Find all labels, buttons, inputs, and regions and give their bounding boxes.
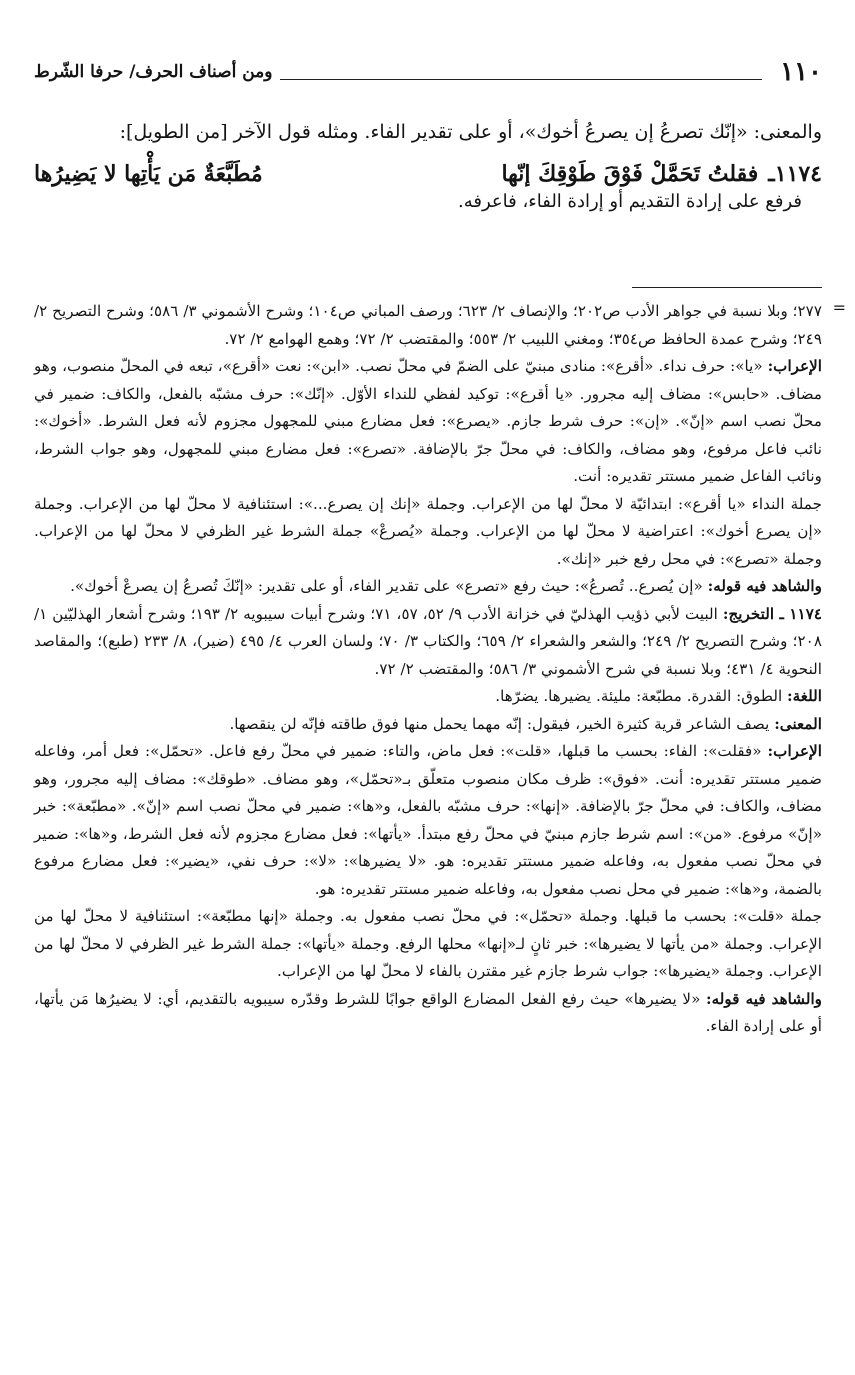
verse-line (34, 160, 822, 188)
verse-first-hemistich: فقلتُ تَحَمَّلْ فَوْقَ طَوْقِكَ إنّها (501, 161, 759, 187)
after-verse-paragraph: فرفع على إرادة التقديم أو إرادة الفاء، فاعرفه. (458, 191, 802, 212)
footnote-sources: ٢٧٧؛ وبلا نسبة في جواهر الأدب ص٢٠٢؛ والإنصاف ٢/ ٦٢٣؛ ورصف المباني ص١٠٤؛ وشرح الأشموني ٣/ ٥٨٦؛ وشرح التصريح ٢/ ٢٤٩؛ وشرح عمدة الحافظ ص٣٥٤؛ ومغني اللبيب ٢/ ٥٥٣؛ والمقتضب ٢/ ٧٢؛ وهمع الهوامع ٢/ ٧٢. (34, 302, 822, 348)
mana-text: يصف الشاعر قرية كثيرة الخير، فيقول: إنّه مهما يحمل منها فوق طاقته فإنّه لن ينقصها. (229, 714, 770, 733)
shahid-label: والشاهد فيه قوله: (707, 577, 822, 595)
running-title: ومن أصناف الحرف/ حرفا الشّرط (34, 62, 273, 82)
footnote-jumal: جملة النداء «يا أقرع»: ابتدائيّة لا محلّ لها من الإعراب. وجملة «إنك إن يصرع...»: استئنافية لا محلّ لها من الإعراب. وجملة «إن يصرع أخوك»: اعتراضية لا محلّ لها من الإعراب. وجملة «يُصرعْ» جملة الشرط غير الظرفي لا محلّ لها من الإعراب. وجملة «تصرع»: في محل رفع خبر «إنك». (34, 494, 822, 568)
header-rule (280, 65, 762, 80)
footnote-takhrij (34, 601, 822, 684)
takhrij-label: ١١٧٤ ـ التخريج: (722, 604, 823, 623)
shahid2-label: والشاهد فيه قوله: (706, 989, 823, 1008)
footnote-shahid (34, 573, 822, 601)
page-number: ١١٠ (780, 57, 822, 87)
main-text (34, 118, 822, 216)
takhrij-text: البيت لأبي ذؤيب الهذليّ في خزانة الأدب ٩/ ٥٢، ٥٧، ٧١؛ وشرح أبيات سيبويه ٢/ ١٩٣؛ وشرح أشعار الهذليّين ١/ ٢٠٨؛ وشرح التصريح ٢/ ٢٤٩؛ والشعر والشعراء ٢/ ٦٥٩؛ والكتاب ٣/ ٧٠؛ ولسان العرب ٤/ ٤٩٥ (ضير)، ٨/ ٢٣٣ (طبع)؛ والمقاصد النحوية ٤/ ٤٣١؛ وبلا نسبة في شرح الأشموني ٣/ ٥٨٦؛ والمقتضب ٢/ ٧٢. (34, 604, 822, 678)
irab-text: «يا»: حرف نداء. «أقرع»: منادى مبنيّ على الضمّ في محلّ نصب. «ابن»: نعت «أقرع»، تبعه في المحلّ منصوب، وهو مضاف. «حابس»: مضاف إليه مجرور. «يا أقرع»: توكيد لفظي للنداء الأوّل. «إنّك»: حرف مشبّه بالفعل، والكاف: ضمير في محلّ نصب اسم «إنّ». «إن»: حرف شرط جازم. «يصرع»: فعل مضارع مبني للمجهول مجزوم لأنه فعل الشرط. «أخوك»: نائب فاعل مرفوع، وهو مضاف، والكاف: في محلّ جرّ بالإضافة. «تصرع»: فعل مضارع مبني للمجهول، وهو جواب الشرط، ونائب الفاعل ضمير مستتر تقديره: أنت. (34, 357, 822, 485)
verse-second-hemistich: مُطَبَّعَةٌ مَن يَأْتِها لا يَضِيرُها (34, 161, 263, 187)
lugha-label: اللغة: (787, 687, 822, 705)
page-header (34, 54, 822, 90)
footnote-mana (34, 711, 822, 739)
lugha-text: الطوق: القدرة. مطبّعة: مليئة. يضيرها. يضرّها. (495, 687, 783, 705)
verse-number: ١١٧٤ـ (768, 161, 822, 187)
irab2-label: الإعراب: (767, 742, 822, 760)
mana-label: المعنى: (774, 714, 822, 733)
footnote-shahid-2 (34, 986, 822, 1041)
footnote-separator (632, 287, 822, 288)
irab-label: الإعراب: (767, 357, 823, 375)
footnote-irab-2 (34, 738, 822, 903)
footnote-lugha (34, 683, 822, 711)
footnote-continuation-mark: = (832, 298, 846, 317)
irab2-text: «فقلت»: الفاء: بحسب ما قبلها، «قلت»: فعل ماض، والتاء: ضمير في محلّ رفع فاعل. «تحمّل»: فعل أمر، وفاعله ضمير مستتر تقديره: أنت. «فوق»: ظرف مكان منصوب متعلّق بـ«تحمّل»، وهو مضاف. «طوقك»: مضاف إليه مجرور، وهو مضاف، والكاف: في محلّ جرّ بالإضافة. «إنها»: حرف مشبّه بالفعل، و«ها»: ضمير في محلّ نصب اسم «إنّ». «مطبّعة»: خبر «إنّ» مرفوع. «من»: اسم شرط جازم مبنيّ في محلّ رفع مبتدأ. «يأتها»: فعل مضارع مجزوم لأنه فعل الشرط، و«ها»: ضمير في محلّ نصب مفعول به، وفاعله ضمير مستتر تقديره: هو. «لا يضيرها»: «لا»: حرف نفي، «يضير»: فعل مضارع مرفوع بالضمة، و«ها»: ضمير في محل نصب مفعول به، وفاعله ضمير مستتر تقديره: هو. (34, 742, 822, 898)
footnote-irab (34, 353, 822, 491)
shahid-text: «إن يُصرع.. تُصرعُ»: حيث رفع «تصرع» على تقدير الفاء، أو على تقدير: «إنّكَ تُصرعُ إن يصرعْ أخوك». (70, 577, 703, 595)
book-page (34, 0, 846, 1375)
shahid2-text: «لا يضيرها» حيث رفع الفعل المضارع الواقع جوابًا للشرط وقدّره سيبويه بالتقديم، أي: لا يضيرُها مَن يأتها، أو على إرادة الفاء. (34, 989, 822, 1035)
footnotes (34, 298, 822, 1041)
intro-paragraph: والمعنى: «إنّك تصرعُ إن يصرعُ أخوك»، أو على تقدير الفاء. ومثله قول الآخر [من الطويل]: (119, 121, 822, 143)
footnote-jumal-2: جملة «قلت»: بحسب ما قبلها. وجملة «تحمّل»: في محلّ نصب مفعول به. وجملة «إنها مطبّعة»: استئنافية لا محلّ لها من الإعراب. وجملة «من يأتها لا يضيرها»: خبر ثانٍ لـ«إنها» محلها الرفع. وجملة «يأتها»: جملة الشرط غير الظرفي لا محلّ لها من الإعراب. وجملة «يضيرها»: جواب شرط جازم غير مقترن بالفاء لا محلّ لها من الإعراب. (34, 907, 822, 980)
